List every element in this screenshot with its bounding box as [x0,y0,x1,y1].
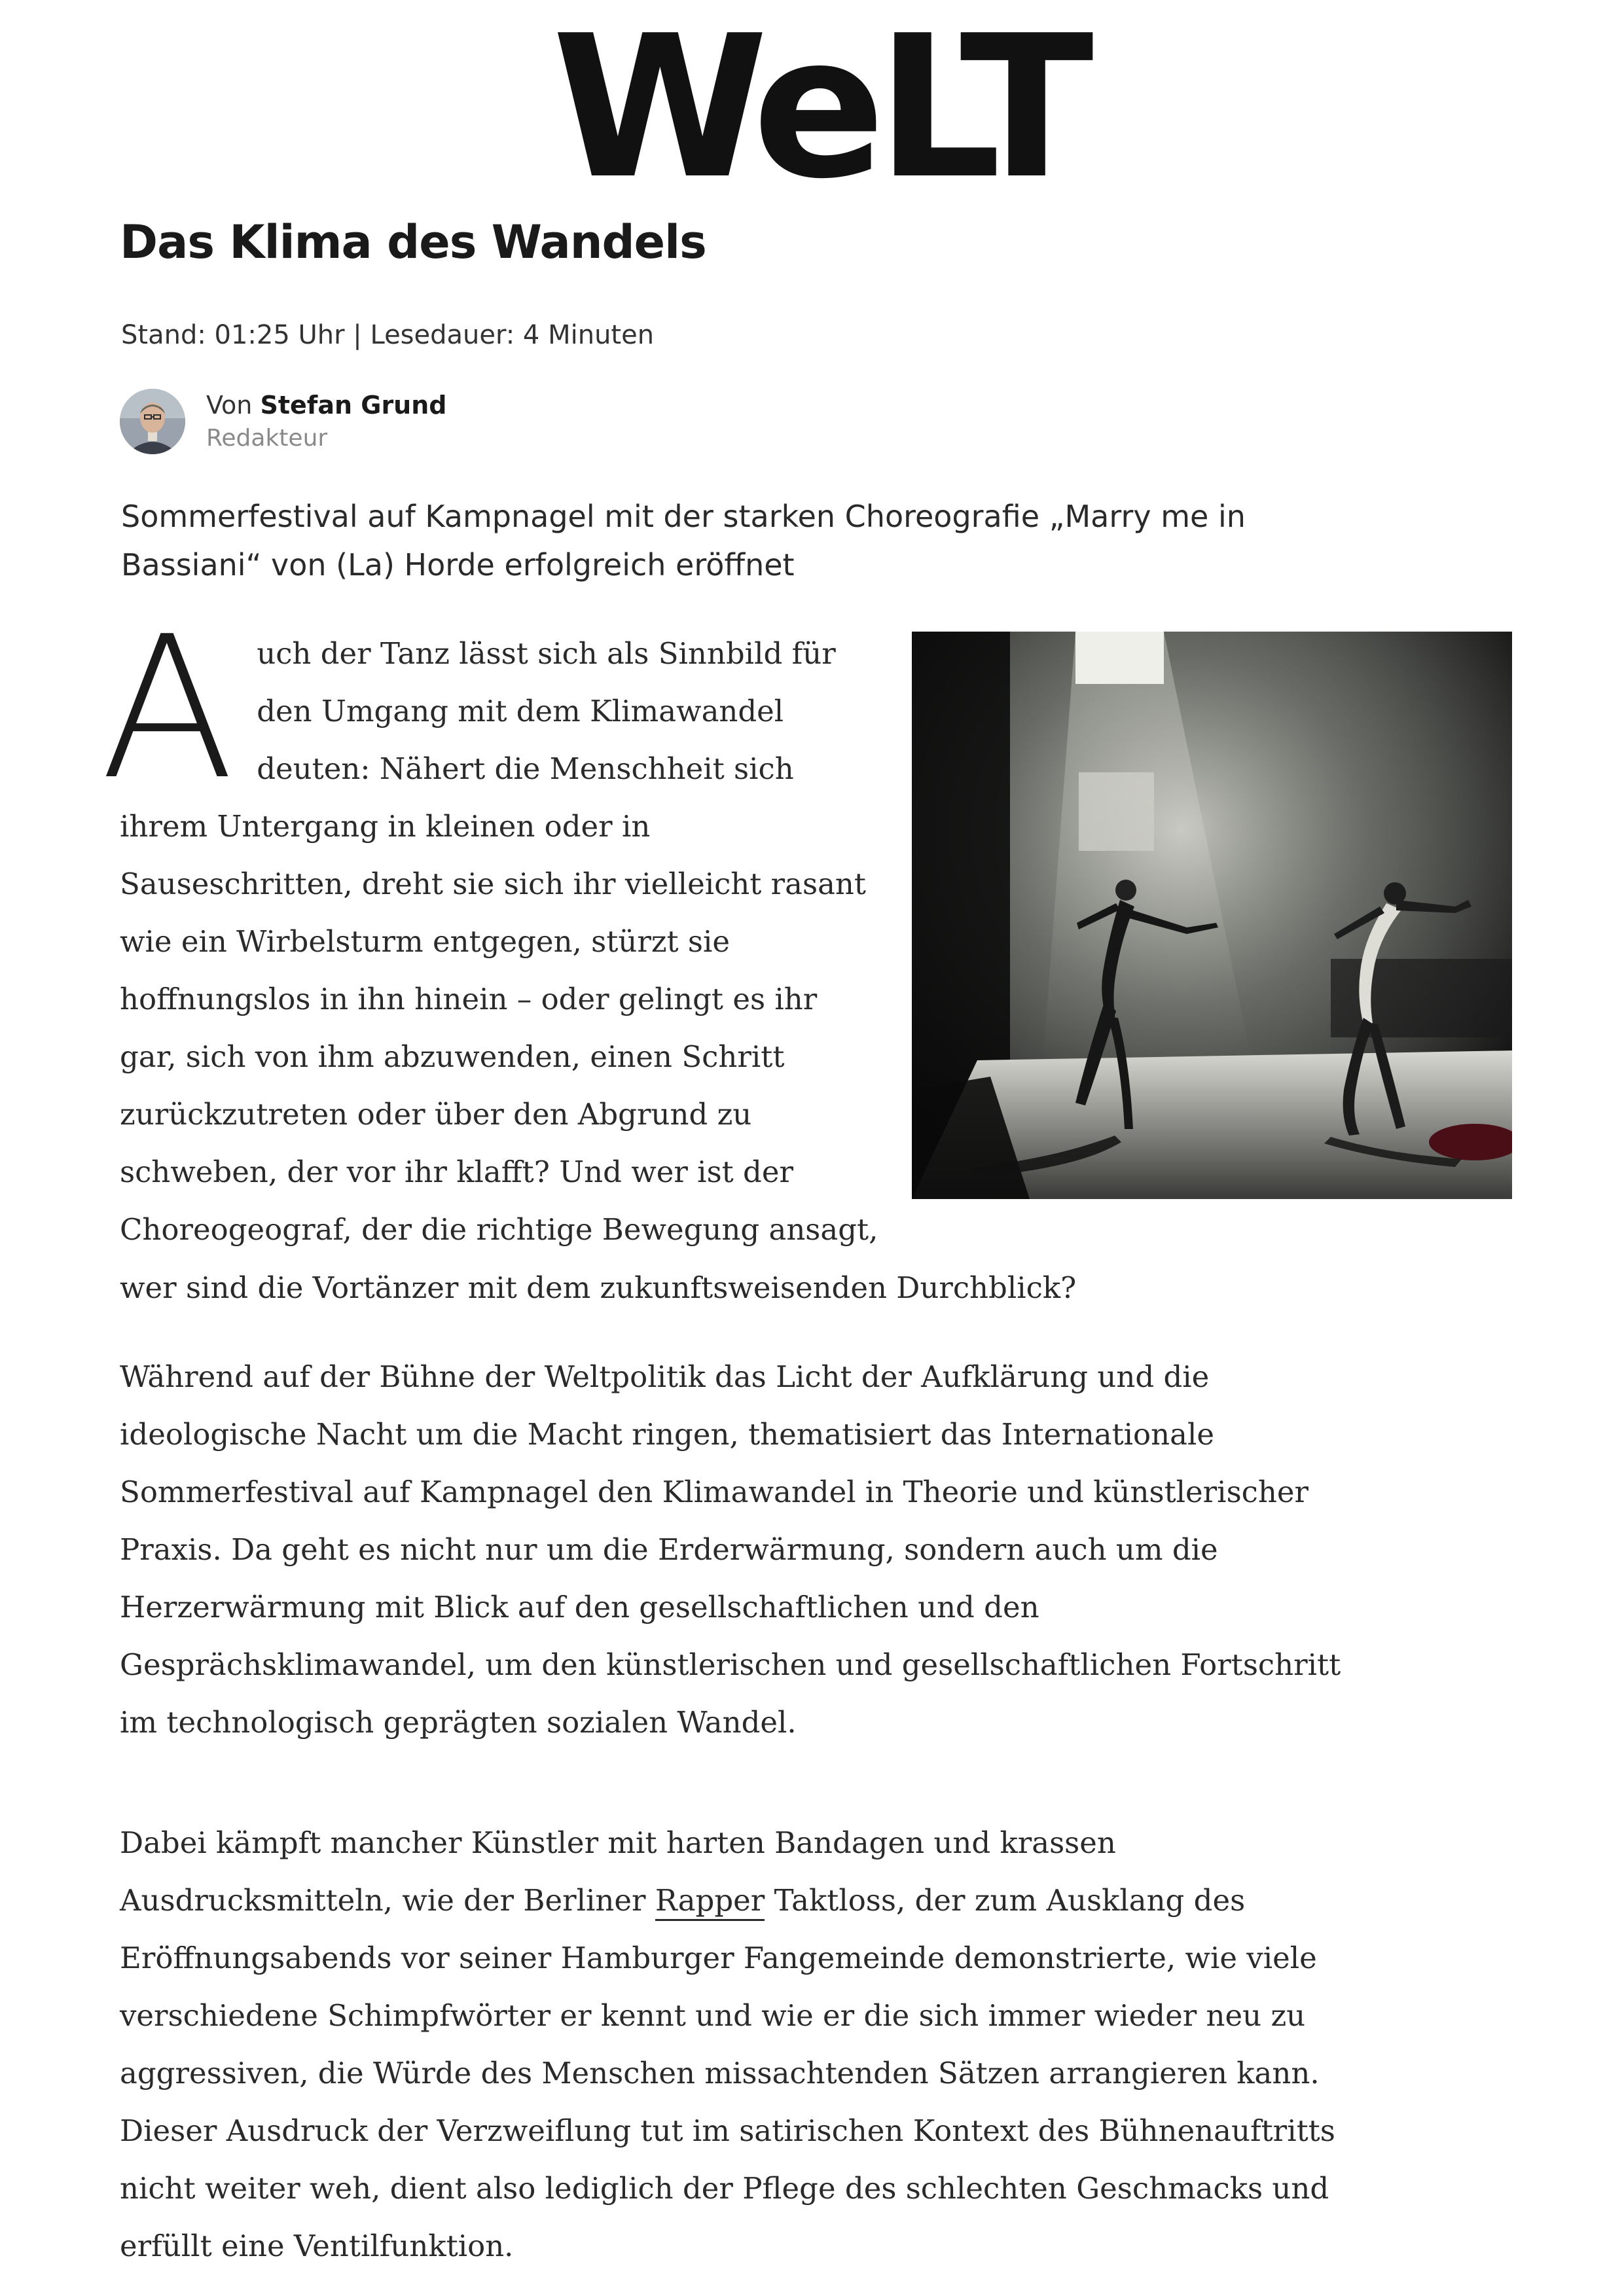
paragraph-1-last-line: wer sind die Vortänzer mit dem zukunftsweisenden Durchblick? [120,1270,1077,1305]
rapper-link[interactable]: Rapper [655,1883,765,1921]
author-byline [206,389,446,422]
paragraph-3 [120,1814,1350,2275]
author-prefix: Von [206,391,253,420]
welt-logo[interactable]: WeLT [552,0,1085,222]
dropcap: A [100,594,235,823]
paragraph-3-text-before: Dabei kämpft mancher Künstler mit harten Bandagen und krassen Ausdrucksmitteln, wie der Berliner [120,1825,1116,1918]
dance-performance-photo[interactable] [912,632,1512,1199]
author-avatar[interactable] [120,389,185,454]
dancers-image [912,632,1512,1199]
paragraph-1 [100,594,879,1259]
article-meta: Stand: 01:25 Uhr | Lesedauer: 4 Minuten [121,320,655,350]
author-role: Redakteur [206,425,328,452]
article-lead: Sommerfestival auf Kampnagel mit der starken Choreografie „Marry me in Bassiani“ von (La) Horde erfolgreich eröffnet [121,499,1246,583]
author-portrait-icon [120,389,185,454]
paragraph-1-text: uch der Tanz lässt sich als Sinnbild für den Umgang mit dem Klimawandel deuten: Nähert die Menschheit sich ihrem Untergang in kleinen oder in Sauseschritten, dreht sie sich ihr vielleicht rasant wie ein Wirbelsturm entgegen, stürzt sie hoffnungslos in ihn hinein – oder gelingt es ihr gar, sich von ihm abzuwenden, einen Schritt zurückzutreten oder über den Abgrund zu schweben, der vor ihr klafft? Und wer ist der Choreogeograf, der die richtige Bewegung ansagt, [120,636,878,1247]
author-name[interactable]: Stefan Grund [260,391,447,420]
article-headline: Das Klima des Wandels [120,215,706,269]
paragraph-2: Während auf der Bühne der Weltpolitik das Licht der Aufklärung und die ideologische Nacht um die Macht ringen, thematisiert das Internationale Sommerfestival auf Kampnagel den Klimawandel in Theorie und künstlerischer Praxis. Da geht es nicht nur um die Erderwärmung, sondern auch um die Herzerwärmung mit Blick auf den gesellschaftlichen und den Gesprächsklimawandel, um den künstlerischen und gesellschaftlichen Fortschritt im technologisch geprägten sozialen Wandel. [120,1359,1341,1740]
paragraph-3-text-after: Taktloss, der zum Ausklang des Eröffnungsabends vor seiner Hamburger Fangemeinde demonstrierte, wie viele verschiedene Schimpfwörter er kennt und wie er die sich immer wieder neu zu aggressiven, die Würde des Menschen missachtenden Sätzen arrangieren kann. Dieser Ausdruck der Verzweiflung tut im satirischen Kontext des Bühnenauftritts nicht weiter weh, dient also lediglich der Pflege des schlechten Geschmacks und erfüllt eine Ventilfunktion. [120,1883,1335,2263]
